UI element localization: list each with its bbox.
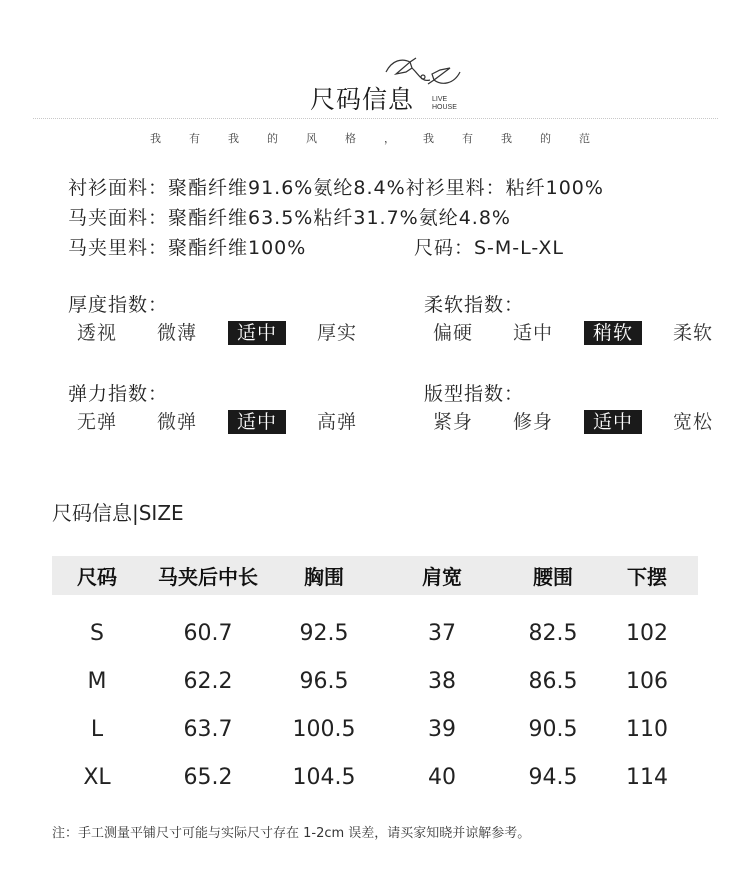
tagline-char: 范 (579, 132, 590, 145)
logo-line-1: LIVE (432, 96, 448, 103)
tagline-char: 我 (423, 132, 434, 145)
tagline (150, 130, 590, 146)
thickness-title: 厚度指数： (68, 294, 169, 316)
softness-options (424, 321, 722, 345)
fit-option: 适中 (584, 410, 642, 434)
measurement-note: 注：手工测量平铺尺寸可能与实际尺寸存在 1-2cm 误差，请买家知晓并谅解参考。 (52, 826, 531, 841)
column-header: 肩宽 (422, 565, 462, 589)
table-row (52, 753, 698, 801)
thickness-option: 厚实 (316, 322, 357, 344)
tagline-char: 我 (150, 132, 161, 145)
fit-option: 修身 (512, 411, 553, 433)
table-cell: 100.5 (292, 716, 356, 742)
thickness-option: 适中 (228, 321, 286, 345)
thickness-options (68, 321, 366, 345)
size-table (52, 556, 698, 801)
fabric-line-2: 马夹面料：聚酯纤维63.5%粘纤31.7%氨纶4.8% (68, 207, 511, 229)
tagline-char: 有 (462, 132, 473, 145)
table-cell: M (87, 668, 107, 694)
table-cell: S (90, 620, 104, 646)
column-header: 尺码 (77, 565, 117, 589)
table-cell: 104.5 (292, 764, 356, 790)
table-row (52, 705, 698, 753)
elasticity-option: 高弹 (316, 411, 357, 433)
fit-option: 紧身 (432, 411, 473, 433)
brand-logo-text (432, 96, 457, 112)
table-cell: 37 (428, 620, 456, 646)
elasticity-option: 无弹 (76, 411, 117, 433)
tagline-char: 的 (267, 132, 278, 145)
tagline-char: 格 (345, 132, 356, 145)
table-cell: 96.5 (299, 668, 349, 694)
tagline-char: 我 (228, 132, 239, 145)
table-cell: XL (83, 764, 111, 790)
column-header: 下摆 (627, 565, 667, 589)
table-cell: 106 (626, 668, 668, 694)
softness-title: 柔软指数： (424, 294, 525, 316)
size-range: 尺码：S-M-L-XL (414, 237, 564, 259)
table-cell: 82.5 (528, 620, 578, 646)
softness-option: 柔软 (672, 322, 713, 344)
fit-title: 版型指数： (424, 383, 525, 405)
table-cell: 40 (428, 764, 456, 790)
table-cell: 86.5 (528, 668, 578, 694)
table-cell: 65.2 (183, 764, 233, 790)
table-body (52, 609, 698, 801)
table-cell: 114 (626, 764, 668, 790)
logo-line-2: HOUSE (432, 104, 457, 111)
table-cell: 60.7 (183, 620, 233, 646)
table-cell: 62.2 (183, 668, 233, 694)
tagline-char: 我 (501, 132, 512, 145)
elasticity-option: 微弹 (156, 411, 197, 433)
table-header (52, 556, 698, 595)
softness-option: 适中 (512, 322, 553, 344)
table-cell: 110 (626, 716, 668, 742)
column-header: 腰围 (533, 565, 573, 589)
elasticity-title: 弹力指数： (68, 383, 169, 405)
softness-option: 偏硬 (432, 322, 473, 344)
fit-option: 宽松 (672, 411, 713, 433)
elasticity-option: 适中 (228, 410, 286, 434)
column-header: 马夹后中长 (158, 565, 258, 589)
table-cell: 63.7 (183, 716, 233, 742)
table-cell: 92.5 (299, 620, 349, 646)
size-section-title: 尺码信息|SIZE (52, 501, 184, 525)
table-cell: L (90, 716, 104, 742)
fit-options (424, 410, 722, 434)
table-cell: 90.5 (528, 716, 578, 742)
tagline-char: 的 (540, 132, 551, 145)
tagline-char: 有 (189, 132, 200, 145)
thickness-option: 透视 (76, 322, 117, 344)
table-cell: 38 (428, 668, 456, 694)
fabric-line-3: 马夹里料：聚酯纤维100% (68, 237, 307, 259)
table-cell: 94.5 (528, 764, 578, 790)
table-cell: 102 (626, 620, 668, 646)
thickness-option: 微薄 (156, 322, 197, 344)
fabric-line-1: 衬衫面料：聚酯纤维91.6%氨纶8.4%衬衫里料：粘纤100% (68, 177, 604, 199)
table-row (52, 657, 698, 705)
divider (33, 118, 718, 119)
table-row (52, 609, 698, 657)
tagline-char: ， (384, 132, 395, 145)
tagline-char: 风 (306, 132, 317, 145)
elasticity-options (68, 410, 366, 434)
table-cell: 39 (428, 716, 456, 742)
column-header: 胸围 (304, 565, 344, 589)
softness-option: 稍软 (584, 321, 642, 345)
page-title: 尺码信息 (310, 85, 415, 114)
